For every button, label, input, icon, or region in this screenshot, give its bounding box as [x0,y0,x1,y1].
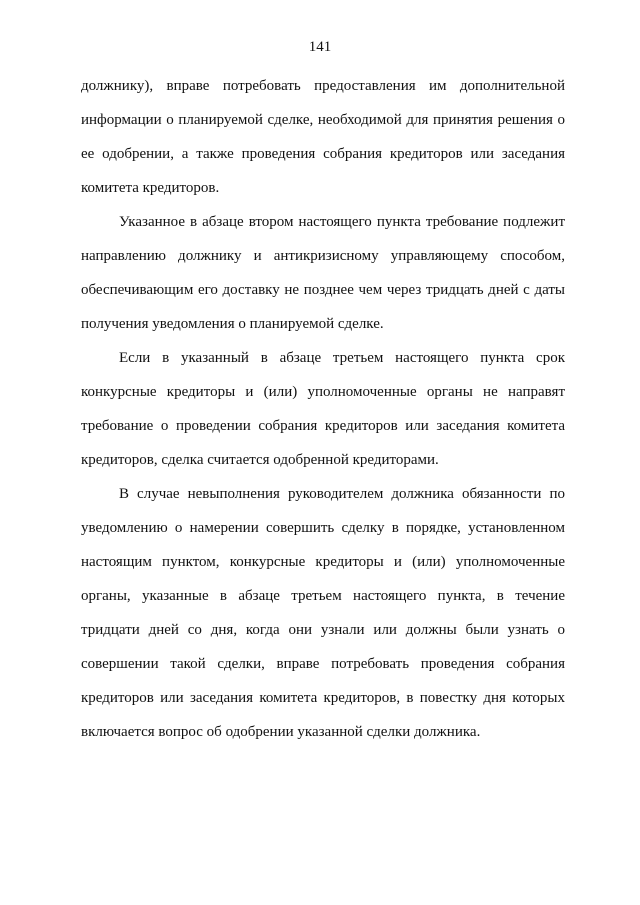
text-line: должнику), вправе потребовать предоставления им дополнительной [81,78,565,94]
paragraph [81,69,565,205]
text-line: уведомлению о намерении совершить сделку в порядке, установленном [81,520,565,536]
paragraph [81,205,565,341]
text-line: конкурсные кредиторы и (или) уполномоченные органы не направят [81,384,565,400]
paragraph [81,341,565,477]
text-line: получения уведомления о планируемой сделке. [81,316,384,332]
text-line: комитета кредиторов. [81,180,220,196]
text-line: требование о проведении собрания кредиторов или заседания комитета [81,418,565,434]
text-line: направлению должнику и антикризисному управляющему способом, [81,248,565,264]
text-line: тридцати дней со дня, когда они узнали или должны были узнать о [81,622,565,638]
page-number: 141 [308,39,332,55]
text-line: кредиторов или заседания комитета кредиторов, в повестку дня которых [81,690,565,706]
paragraph [81,477,565,749]
text-line: совершении такой сделки, вправе потребовать проведения собрания [81,656,565,672]
text-line: обеспечивающим его доставку не позднее чем через тридцать дней с даты [81,282,565,298]
text-line: настоящим пунктом, конкурсные кредиторы и (или) уполномоченные [81,554,565,570]
text-line: В случае невыполнения руководителем должника обязанности по [119,486,565,502]
text-line: органы, указанные в абзаце третьем настоящего пункта, в течение [81,588,565,604]
text-line: кредиторов, сделка считается одобренной кредиторами. [81,452,439,468]
text-line: Если в указанный в абзаце третьем настоящего пункта срок [119,350,565,366]
document-body [81,69,565,749]
text-line: Указанное в абзаце втором настоящего пункта требование подлежит [119,214,565,230]
text-line: ее одобрении, а также проведения собрания кредиторов или заседания [81,146,565,162]
text-line: включается вопрос об одобрении указанной сделки должника. [81,724,481,740]
text-line: информации о планируемой сделке, необходимой для принятия решения о [81,112,565,128]
